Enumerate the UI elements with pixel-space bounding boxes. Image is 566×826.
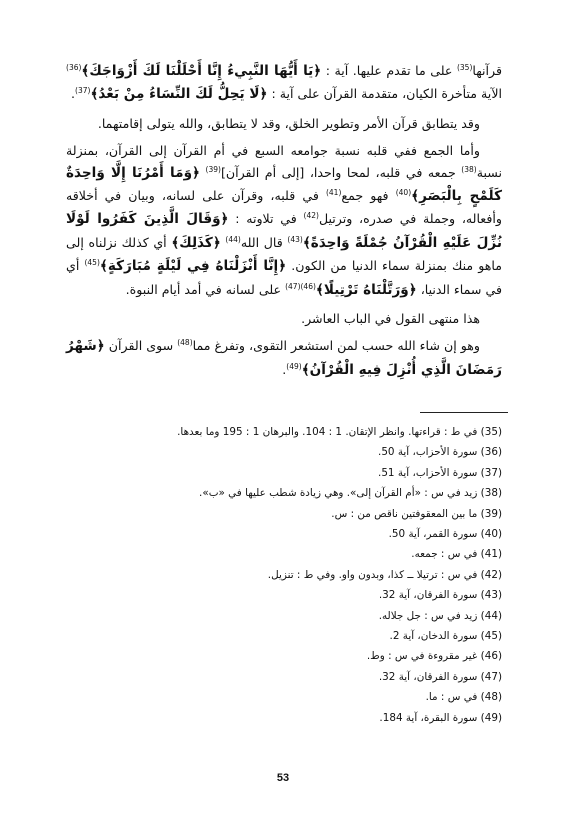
quran-verse: ﴿إِنَّا أَنْزَلْنَاهُ فِي لَيْلَةٍ مُبَارَكَةٍ﴾ [99, 258, 287, 275]
quran-verse: ﴿لَا يَحِلُّ لَكَ النِّسَاءُ مِنْ بَعْدُ﴾ [90, 86, 268, 103]
text-run: . [282, 361, 287, 377]
footnote-40: (40) سورة القمر، آية 50. [388, 528, 502, 541]
paragraph-4 [66, 308, 502, 329]
text-run [200, 165, 206, 180]
footnote-ref: (46)(47) [285, 281, 316, 291]
text-run: قرآنها [472, 63, 502, 78]
footnote-ref: (48) [177, 338, 193, 348]
footnote-ref: (40) [395, 188, 412, 198]
footnote-ref: (37) [75, 86, 91, 96]
text-run: قال الله [240, 234, 288, 250]
footnote-ref: (43) [287, 234, 303, 244]
page-number: 53 [276, 772, 290, 784]
quran-verse: ﴿وَمَا أَمْرُنَا إِلَّا وَاحِدَةٌ كَلَمْحٍ بِالْبَصَرِ﴾ [66, 164, 503, 205]
footnote-ref: (44) [225, 234, 241, 244]
quran-verse: ﴿يَا أَيُّهَا النَّبِيءُ إِنَّا أَحْلَلْنَا لَكَ أَزْوَاجَكَ﴾ [81, 63, 322, 79]
footnote-48: (48) في س : ما. [425, 691, 502, 704]
quran-verse: ﴿وَرَتَّلْنَاهُ تَرْتِيلًا﴾ [315, 281, 417, 298]
text-run: جمعه في قلبه، لمحا واحدا، [إلى أم القرآن] [220, 164, 462, 180]
footnote-ref: (41) [325, 188, 342, 198]
text-run: في قلبه، وقرآن على لسانه، وبيان في أخلاقه وأفعاله، وجملة في صدره، وترتيل [66, 188, 502, 227]
text-run: على ما تقدم عليها. آية : [321, 63, 457, 78]
text-run: سوى القرآن [104, 338, 178, 354]
footnote-38: (38) زيد في س : «أم القرآن إلى». وهي زيادة شطب عليها في «ب». [199, 487, 502, 500]
footnote-ref: (36) [66, 63, 82, 72]
footnote-ref: (39) [205, 164, 221, 174]
quran-verse: ﴿كَذَلِكَ﴾ [171, 234, 221, 251]
footnote-ref: (45) [84, 258, 100, 268]
paragraph-1 [66, 60, 502, 107]
paragraph-3 [66, 140, 502, 302]
text-run: أي في سماء الدنيا، [66, 258, 502, 297]
footnote-45: (45) سورة الدخان، آية 2. [389, 630, 502, 643]
footnote-43: (43) سورة الفرقان، آية 32. [378, 589, 502, 602]
quran-verse: ﴿شَهْرُ رَمَضَانَ الَّذِي أُنْزِلَ فِيهِ الْقُرْآنُ﴾ [66, 338, 502, 378]
footnote-42: (42) في س : ترتيلا ــ كذا، وبدون واو. وفي ط : تنزيل. [267, 568, 502, 581]
footnote-49: (49) سورة البقرة، آية 184. [379, 711, 502, 724]
footnote-37: (37) سورة الأحزاب، آية 51. [378, 466, 502, 479]
footnote-ref: (42) [303, 211, 319, 221]
footnote-ref: (38) [461, 164, 477, 174]
text-run: فهو جمع [341, 188, 396, 204]
text-run: وقد يتطابق قرآن الأمر وتطوير الخلق، وقد لا يتطابق، والله يتولى إقامتهما. [97, 115, 480, 131]
text-run: وأما الجمع ففي قلبه نسبة جوامعه السبع في أم القرآن إلى القرآن، بمنزلة نسبة [66, 143, 502, 180]
footnote-41: (41) في س : جمعه. [411, 548, 502, 561]
text-run: وهو إن شاء الله حسب لمن استشعر التقوى، وتفرغ مما [192, 338, 480, 354]
text-run: . [71, 86, 76, 102]
text-run: على لسانه في أمد أيام النبوة. [125, 281, 286, 297]
text-run: هذا منتهى القول في الباب العاشر. [301, 311, 480, 327]
footnote-divider [420, 412, 508, 413]
footnote-47: (47) سورة الفرقان، آية 32. [378, 670, 502, 683]
footnote-39: (39) ما بين المعقوفتين ناقص من : س. [331, 507, 502, 520]
footnote-36: (36) سورة الأحزاب، آية 50. [378, 446, 502, 459]
footnote-ref: (49) [286, 361, 302, 371]
footnote-ref: (35) [456, 63, 473, 72]
footnotes-list [90, 422, 502, 728]
paragraph-5 [66, 335, 502, 382]
footnote-44: (44) زيد في س : جل جلاله. [378, 609, 502, 622]
main-text [66, 60, 502, 388]
text-run: الآية متأخرة الكيان، متقدمة القرآن على آية : [267, 86, 502, 102]
footnote-35: (35) في ط : قراءتها. وانظر الإتقان. 1 : 104. والبرهان 1 : 195 وما بعدها. [177, 426, 502, 438]
text-run: أي كذلك نزلناه إلى ماهو منك بمنزلة سماء الدنيا من الكون. [66, 234, 502, 274]
text-run: في تلاوته : [228, 211, 304, 227]
quran-verse: ﴿وَقَالَ الَّذِينَ كَفَرُوا لَوْلَا نُزِّلَ عَلَيْهِ الْقُرْآنُ جُمْلَةً وَاحِدَةً﴾ [66, 211, 502, 251]
footnote-46: (46) غير مقروءة في س : وط. [366, 650, 502, 663]
paragraph-2 [66, 113, 502, 134]
